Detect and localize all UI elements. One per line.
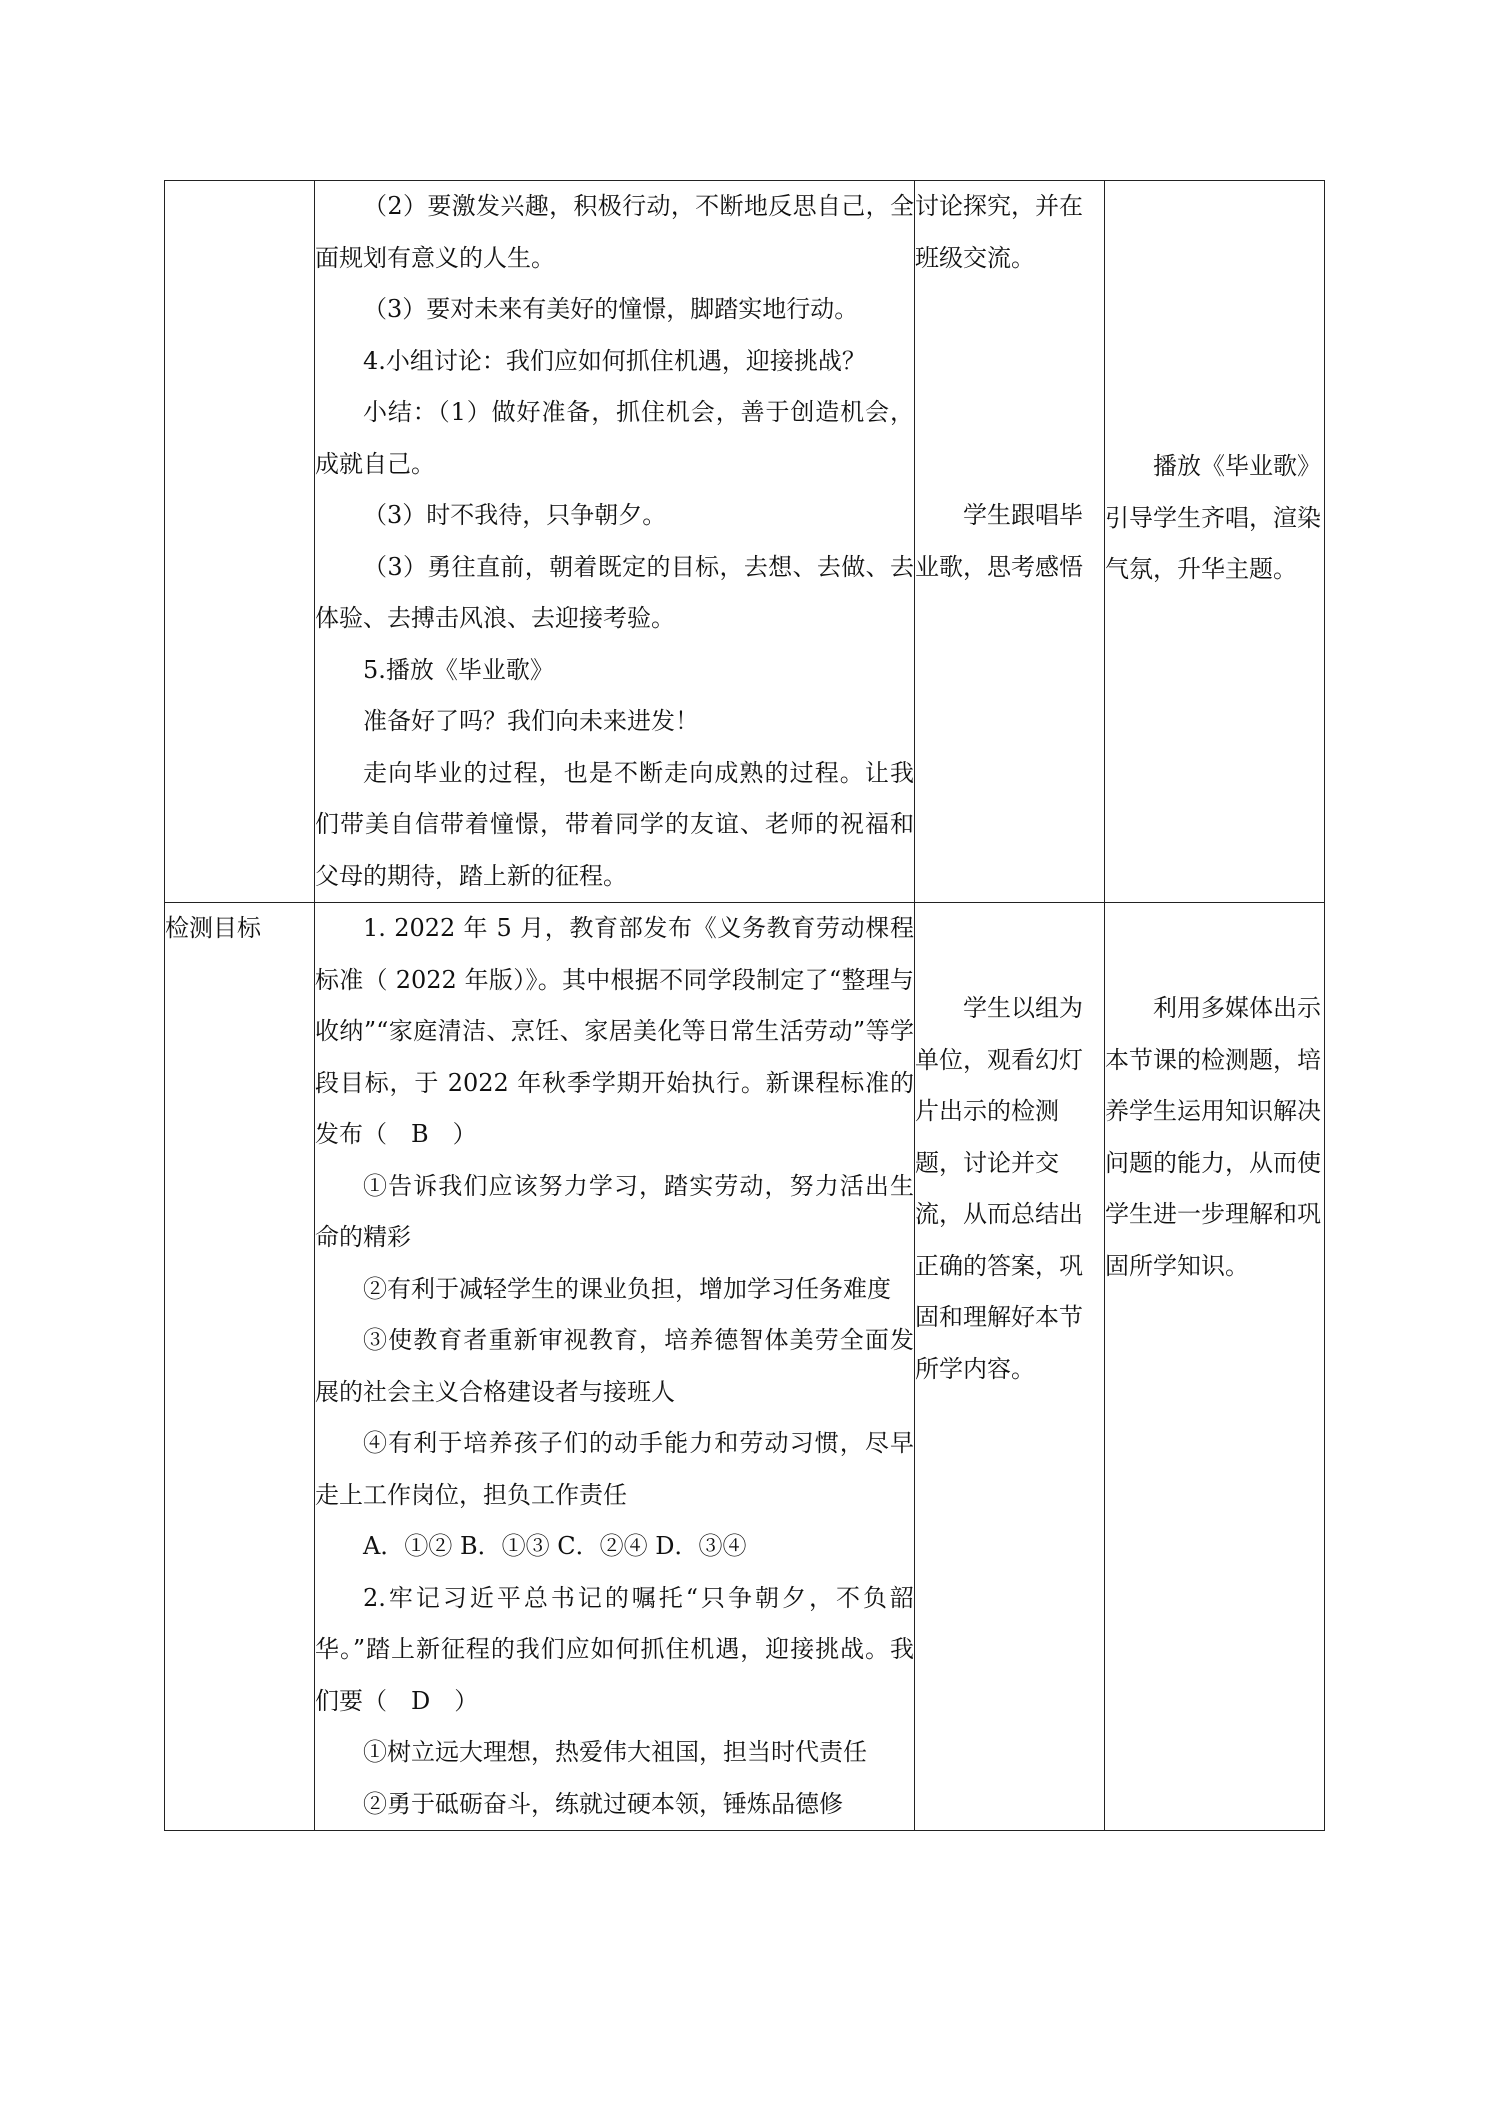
table-row-activity bbox=[165, 181, 1325, 903]
design-intent-text: 利用多媒体出示本节课的检测题，培养学生运用知识解决问题的能力，从而使学生进一步理解和巩固所学知识。 bbox=[1105, 994, 1321, 1280]
question-paragraph: ②勇于砥砺奋斗，练就过硬本领，锤炼品德修 bbox=[363, 1789, 843, 1818]
design-intent-cell bbox=[1105, 181, 1325, 903]
row-label-assessment: 检测目标 bbox=[165, 903, 315, 1831]
question-paragraph: ①树立远大理想，热爱伟大祖国，担当时代责任 bbox=[363, 1738, 867, 1766]
question-paragraph: ②有利于减轻学生的课业负担，增加学习任务难度 bbox=[363, 1274, 891, 1303]
question-paragraph: 2.牢记习近平总书记的嘱托“只争朝夕，不负韶华。”踏上新征程的我们应如何抓住机遇，迎接挑战。我们要（ D ） bbox=[315, 1583, 914, 1715]
question-paragraph: ④有利于培养孩子们的动手能力和劳动习惯，尽早走上工作岗位，担负工作责任 bbox=[315, 1429, 914, 1509]
design-intent-cell bbox=[1105, 903, 1325, 1831]
question-paragraph: 1. 2022 年 5 月，教育部发布《义务教育劳动棵程标准（ 2022 年版）》。其中根据不同学段制定了“整理与收纳”“家庭清洁、烹饪、家居美化等日常生活劳动”等学段目标，于 2022 年秋季学期开始执行。新课程标准的发布（ B ） bbox=[315, 914, 914, 1148]
table-row-assessment bbox=[165, 903, 1325, 1831]
question-paragraph: A．①② B．①③ C．②④ D．③④ bbox=[363, 1532, 747, 1560]
student-activity-text: 学生以组为单位，观看幻灯片出示的检测题，讨论并交流，从而总结出正确的答案，巩固和理解好本节所学内容。 bbox=[915, 994, 1083, 1383]
student-activity-top: 讨论探究，并在班级交流。 bbox=[915, 192, 1083, 272]
student-activity-bottom: 学生跟唱毕业歌，思考感悟 bbox=[915, 501, 1083, 581]
teaching-content-cell bbox=[315, 181, 915, 903]
row-label-empty bbox=[165, 181, 315, 903]
content-paragraph: （3）时不我待，只争朝夕。 bbox=[363, 501, 667, 529]
design-intent-text: 播放《毕业歌》引导学生齐唱，渲染气氛，升华主题。 bbox=[1105, 452, 1321, 583]
lesson-plan-table bbox=[164, 180, 1325, 1831]
content-paragraph: 走向毕业的过程，也是不断走向成熟的过程。让我们带美自信带着憧憬，带着同学的友谊、老师的祝福和父母的期待，踏上新的征程。 bbox=[315, 758, 914, 890]
question-paragraph: ①告诉我们应该努力学习，踏实劳动，努力活出生命的精彩 bbox=[315, 1171, 914, 1251]
content-paragraph: （3）勇往直前，朝着既定的目标，去想、去做、去体验、去搏击风浪、去迎接考验。 bbox=[315, 552, 914, 632]
content-paragraph: （2）要激发兴趣，积极行动，不断地反思自己，全面规划有意义的人生。 bbox=[315, 192, 914, 272]
content-paragraph: 准备好了吗？我们向未来进发！ bbox=[363, 707, 699, 735]
question-paragraph: ③使教育者重新审视教育，培养德智体美劳全面发展的社会主义合格建设者与接班人 bbox=[315, 1326, 914, 1406]
content-paragraph: 4.小组讨论：我们应如何抓住机遇，迎接挑战？ bbox=[363, 346, 866, 375]
assessment-content-cell bbox=[315, 903, 915, 1831]
content-paragraph: 小结：（1）做好准备，抓住机会，善于创造机会，成就自己。 bbox=[315, 398, 914, 478]
student-activity-cell bbox=[915, 181, 1105, 903]
student-activity-cell bbox=[915, 903, 1105, 1831]
content-paragraph: 5.播放《毕业歌》 bbox=[363, 655, 554, 684]
content-paragraph: （3）要对未来有美好的憧憬，脚踏实地行动。 bbox=[363, 295, 859, 323]
